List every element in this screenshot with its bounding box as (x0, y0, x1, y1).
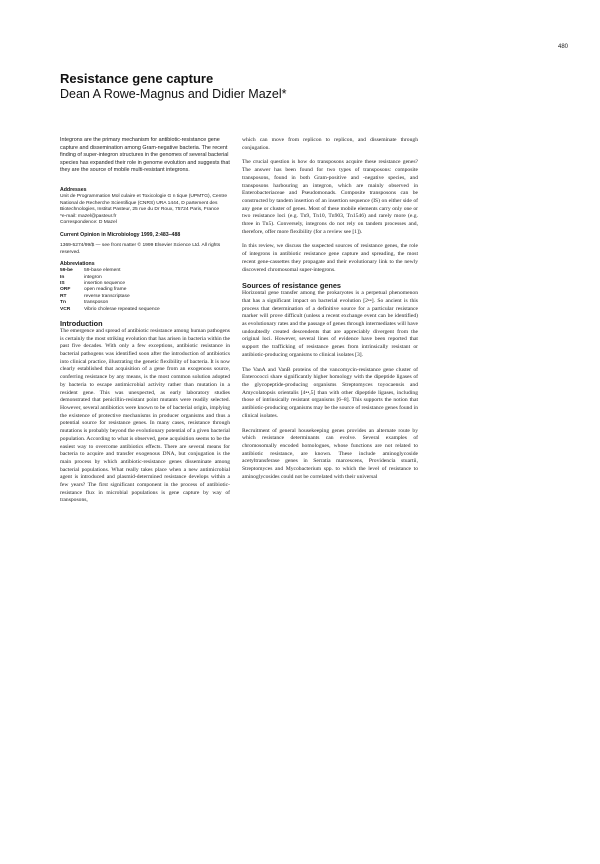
body-paragraph: which can move from replicon to replicon, and disseminate through conjugation. (242, 137, 418, 151)
journal-block (60, 232, 230, 256)
journal-citation: Current Opinion in Microbiology 1999, 2:483–488 (60, 231, 181, 238)
body-paragraph: The VanA and VanB proteins of the vancomycin-resistance gene cluster of Enterococci share significantly higher homology with the dipeptide ligases of the glycopeptide-producing organisms Streptomyces toyocaensis and Amycolatopsis orientalis [4••,5] than with other dipeptide ligases, including those of intrinsically resistant organisms [6–8]. This supports the notion that antibiotic-producing organisms may be the source of resistance genes found in clinical isolates. (242, 366, 418, 419)
abbreviation-meaning: Vibrio cholerae repeated sequence (84, 306, 160, 312)
abstract: Integrons are the primary mechanism for antibiotic-resistance gene capture and dissemination among Gram-negative bacteria. The recent finding of super-integron structures in the genomes of several bacterial species has expanded their role in genome evolution and suggests that they are the source of mobile multi-resistant integrons. (60, 137, 230, 174)
addresses-block (60, 187, 230, 227)
body-paragraph: In this review, we discuss the suspected sources of resistance genes, the role of integrons in antibiotic resistance gene capture and spreading, the most recent gene-cassettes they propagate and their evolutionary link to the newly discovered chromosomal super-integrons. (242, 243, 418, 273)
introduction-paragraph: The emergence and spread of antibiotic resistance among human pathogens is certainly the most striking evolution that has arisen in bacteria within the past five decades. With only a few exceptions, antibiotic resistance in bacterial pathogens was identified soon after the introduction of antibiotics into clinical practice, illustrating the genetic flexibility of bacteria. It is now clearly established that acquisition of a gene from an exogenous source, conferring resistance by any means, is the most common solution adopted by bacteria to escape antimicrobial activity rather than mutation in a resident gene. This was unexpected, as early laboratory studies demonstrated that penicillin-resistant point mutants were readily selected. However, several antibiotics were known to be of bacterial origin, implying the existence of protective mechanisms in producer organisms and thus a potential source for resistance genes. In many cases, resistance through mutations is probably beyond the evolutionary potential of a given bacterial population. According to what is observed, gene acquisition seems to be the easiest way to overcome antibiotics effects. There are several means for bacteria to acquire and transfer exogenous DNA, but conjugation is the main process by which antibiotic-resistance genes disseminate among bacterial populations. What really takes place when a new antimicrobial agent is introduced and plasmid-determined resistance develops within a few years? The first significant component in the process of antibiotic-resistance flux in microbial populations is gene capture by way of transposons, (60, 327, 230, 504)
abbreviations-table (60, 268, 160, 313)
abbreviation: In (60, 274, 65, 280)
abbreviation: IS (60, 280, 65, 286)
body-paragraph: Horizontal gene transfer among the prokaryotes is a perpetual phenomenon that has a significant impact on bacterial evolution [2••]. So ancient is this process that determination of a definitive source for a particular resistance marker will prove difficult (unless a recent exchange event can be identified) as evolutionary rates and the passage of genes through intermediates will have undoubtedly created descendents that are appreciably divergent from the original loci. However, several lines of evidence have been reported that support the trafficking of resistance genes from intrinsically resistant or antibiotic-producing organisms to clinical isolates [3]. (242, 290, 418, 358)
article-authors: Dean A Rowe-Magnus and Didier Mazel* (60, 87, 287, 101)
abbreviation-row (60, 307, 160, 313)
body-paragraph: The crucial question is how do transposons acquire these resistance genes? The answer has been found for two types of transposons: composite transposons, found in both Gram-positive and -negative species, and transposons harbouring an integron, which are mainly observed in Enterobacteriaceae and Pseudomonads. Composite transposons can be constructed by tandem insertion of an insertion sequence (IS) on either side of any gene or cluster of genes. Most of these mobile elements carry only one or two resistance loci (e.g. Tn9, Tn10, Tn903, Tn1546) and rarely more (e.g. three in Tn5). Conversely, integrons do not rely on tandem processes and, therefore, offer more flexibility (for a review see [1]). (242, 159, 418, 235)
sources-heading: Sources of resistance genes (242, 281, 341, 291)
page-number: 480 (558, 44, 569, 50)
abbreviation-meaning: integron (84, 274, 102, 280)
introduction-heading: Introduction (60, 318, 103, 328)
abbreviation-meaning: 59-base element (84, 268, 121, 274)
abbreviation: VCR (60, 306, 71, 312)
abbreviation: ORF (60, 287, 71, 293)
body-paragraph: Recruitment of general housekeeping genes provides an alternate route by which resistance determinants can evolve. Several examples of chromosomally encoded homologues, whose functions are not related to antibiotic resistance, are known. These include aminoglycoside acetyltransferase genes in Serratia marcescens, Providencia stuartii, Streptomyces and Mycobacterium spp. to which the level of resistance to aminoglycosides could not be correlated with their universal (242, 427, 418, 480)
addresses-heading: Addresses (60, 186, 87, 193)
abbreviation: 59-be (60, 268, 73, 274)
addresses-text: Unit de Programmation Mol culaire et Toxicologie G n tique (UPMTG), Centre National de Recherche Scientifique (CNRS) URA 1444, D partement des Biotechnologies, Institut Pasteur, 25 rue du Dr Roux, 75724 Paris, France (60, 193, 228, 213)
correspondence: Correspondence: D Mazel (60, 220, 117, 226)
abbreviation-meaning: open reading frame (84, 287, 127, 293)
right-column (242, 137, 418, 488)
author-email: *e-mail: mazel@pasteur.fr (60, 213, 117, 219)
abbreviation: RT (60, 293, 67, 299)
abbreviation-meaning: reverse transcriptase (84, 293, 130, 299)
left-column (60, 137, 230, 512)
copyright-notice: 1369-5274/99/$ — see front matter © 1999 Elsevier Science Ltd. All rights reserved. (60, 242, 221, 255)
article-title: Resistance gene capture (60, 71, 214, 86)
abbreviation-meaning: transposon (84, 300, 109, 306)
abbreviations-heading: Abbreviations (60, 261, 95, 268)
abbreviation-meaning: insertion sequence (84, 280, 126, 286)
title-block (60, 72, 540, 101)
abbreviation: Tn (60, 300, 66, 306)
